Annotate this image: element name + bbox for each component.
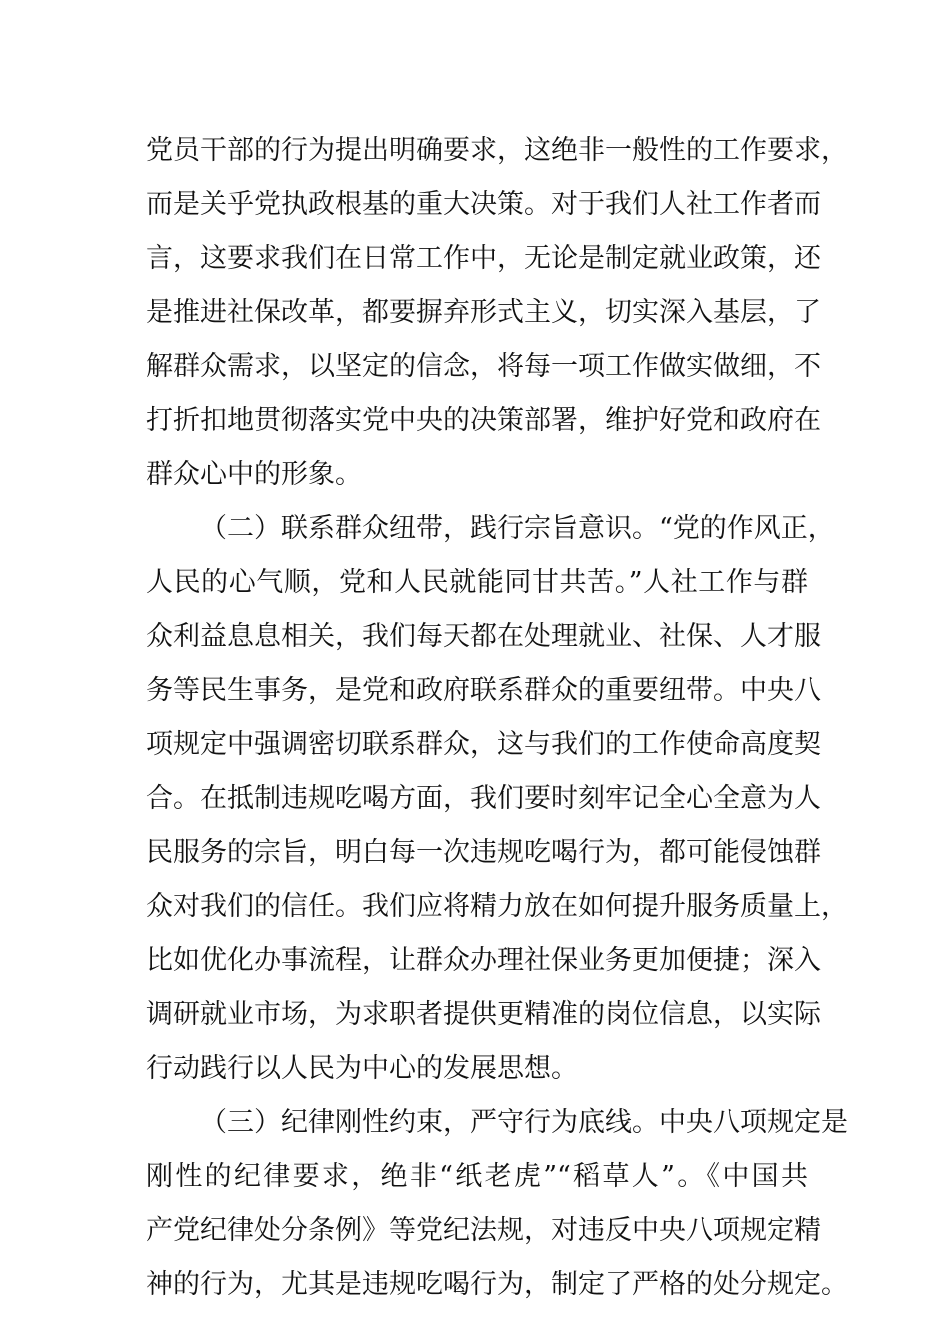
text-line: 产党纪律处分条例》等党纪法规，对违反中央八项规定精 (146, 1215, 821, 1246)
text-line: 群众心中的形象。 (146, 459, 362, 490)
text-line: 众对我们的信任。我们应将精力放在如何提升服务质量上， (146, 891, 848, 922)
text-line: 行动践行以人民为中心的发展思想。 (146, 1053, 578, 1084)
text-line: 神的行为，尤其是违规吃喝行为，制定了严格的处分规定。 (146, 1269, 848, 1300)
paragraph-heading-2: （二）联系群众纽带，践行宗旨意识。“党的作风正， (200, 513, 835, 544)
text-line: 是推进社保改革，都要摒弃形式主义，切实深入基层，了 (146, 297, 821, 328)
text-line: 刚性的纪律要求，绝非“纸老虎”“稻草人”。《中国共 (146, 1161, 808, 1192)
text-line: 人民的心气顺，党和人民就能同甘共苦。”人社工作与群 (146, 567, 808, 598)
text-line: 党员干部的行为提出明确要求，这绝非一般性的工作要求， (146, 135, 848, 166)
text-line: 比如优化办事流程，让群众办理社保业务更加便捷；深入 (146, 945, 821, 976)
text-line: 打折扣地贯彻落实党中央的决策部署，维护好党和政府在 (146, 405, 821, 436)
text-line: 而是关乎党执政根基的重大决策。对于我们人社工作者而 (146, 189, 821, 220)
paragraph-heading-3: （三）纪律刚性约束，严守行为底线。中央八项规定是 (200, 1107, 848, 1138)
body-text (146, 124, 848, 1312)
text-line: 调研就业市场，为求职者提供更精准的岗位信息，以实际 (146, 999, 821, 1030)
text-line: 言，这要求我们在日常工作中，无论是制定就业政策，还 (146, 243, 821, 274)
text-line: 合。在抵制违规吃喝方面，我们要时刻牢记全心全意为人 (146, 783, 821, 814)
text-line: 众利益息息相关，我们每天都在处理就业、社保、人才服 (146, 621, 821, 652)
text-line: 项规定中强调密切联系群众，这与我们的工作使命高度契 (146, 729, 821, 760)
text-line: 解群众需求，以坚定的信念，将每一项工作做实做细，不 (146, 351, 821, 382)
text-line: 务等民生事务，是党和政府联系群众的重要纽带。中央八 (146, 675, 821, 706)
text-line: 民服务的宗旨，明白每一次违规吃喝行为，都可能侵蚀群 (146, 837, 821, 868)
